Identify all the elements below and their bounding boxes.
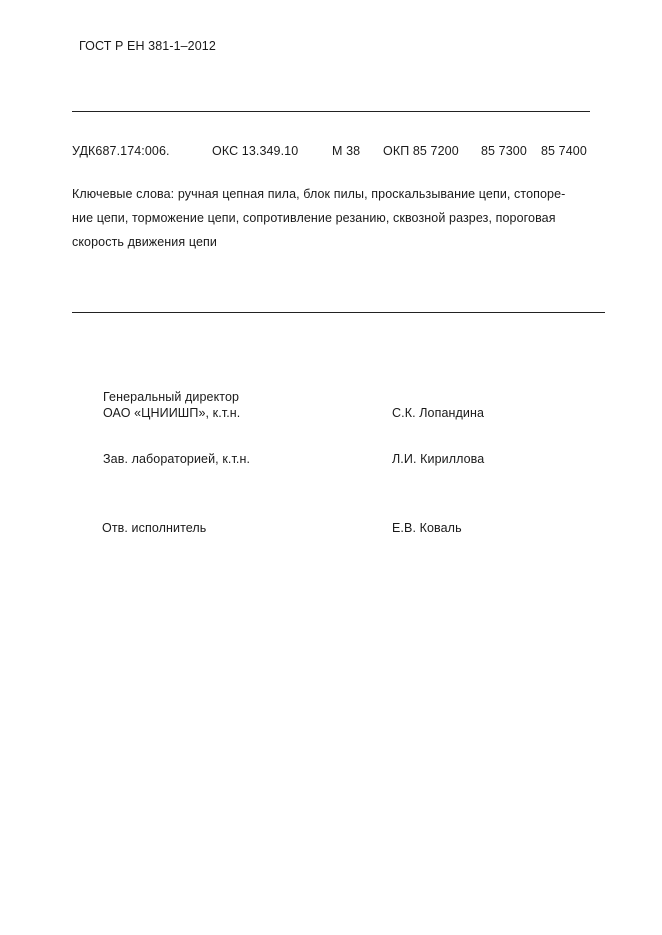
signatory-title: Зав. лабораторией, к.т.н. [103,452,251,466]
keywords-line: Ключевые слова: ручная цепная пила, блок пилы, проскальзывание цепи, стопоре- [72,187,566,201]
signatory-name: Е.В. Коваль [392,521,462,535]
okp-code: ОКП 85 7200 [383,144,459,158]
keywords-line: скорость движения цепи [72,235,217,249]
okp-code-3: 85 7400 [541,144,587,158]
keywords-line: ние цепи, торможение цепи, сопротивление резанию, сквозной разрез, пороговая [72,211,556,225]
oks-code: ОКС 13.349.10 [212,144,299,158]
bottom-divider-line [72,312,605,313]
m-code: М 38 [332,144,361,158]
keywords-paragraph [72,182,607,254]
okp-code-2: 85 7300 [481,144,527,158]
signatory-title: Отв. исполнитель [102,521,207,535]
page-header-standard: ГОСТ Р ЕН 381-1–2012 [79,39,216,53]
signatory-name: Л.И. Кириллова [392,452,485,466]
signatory-name: С.К. Лопандина [392,406,485,420]
top-divider-line [72,111,590,112]
signatory-organization: ОАО «ЦНИИШП», к.т.н. [103,406,241,420]
signatory-title: Генеральный директор [103,390,240,404]
udk-code: УДК687.174:006. [72,144,170,158]
